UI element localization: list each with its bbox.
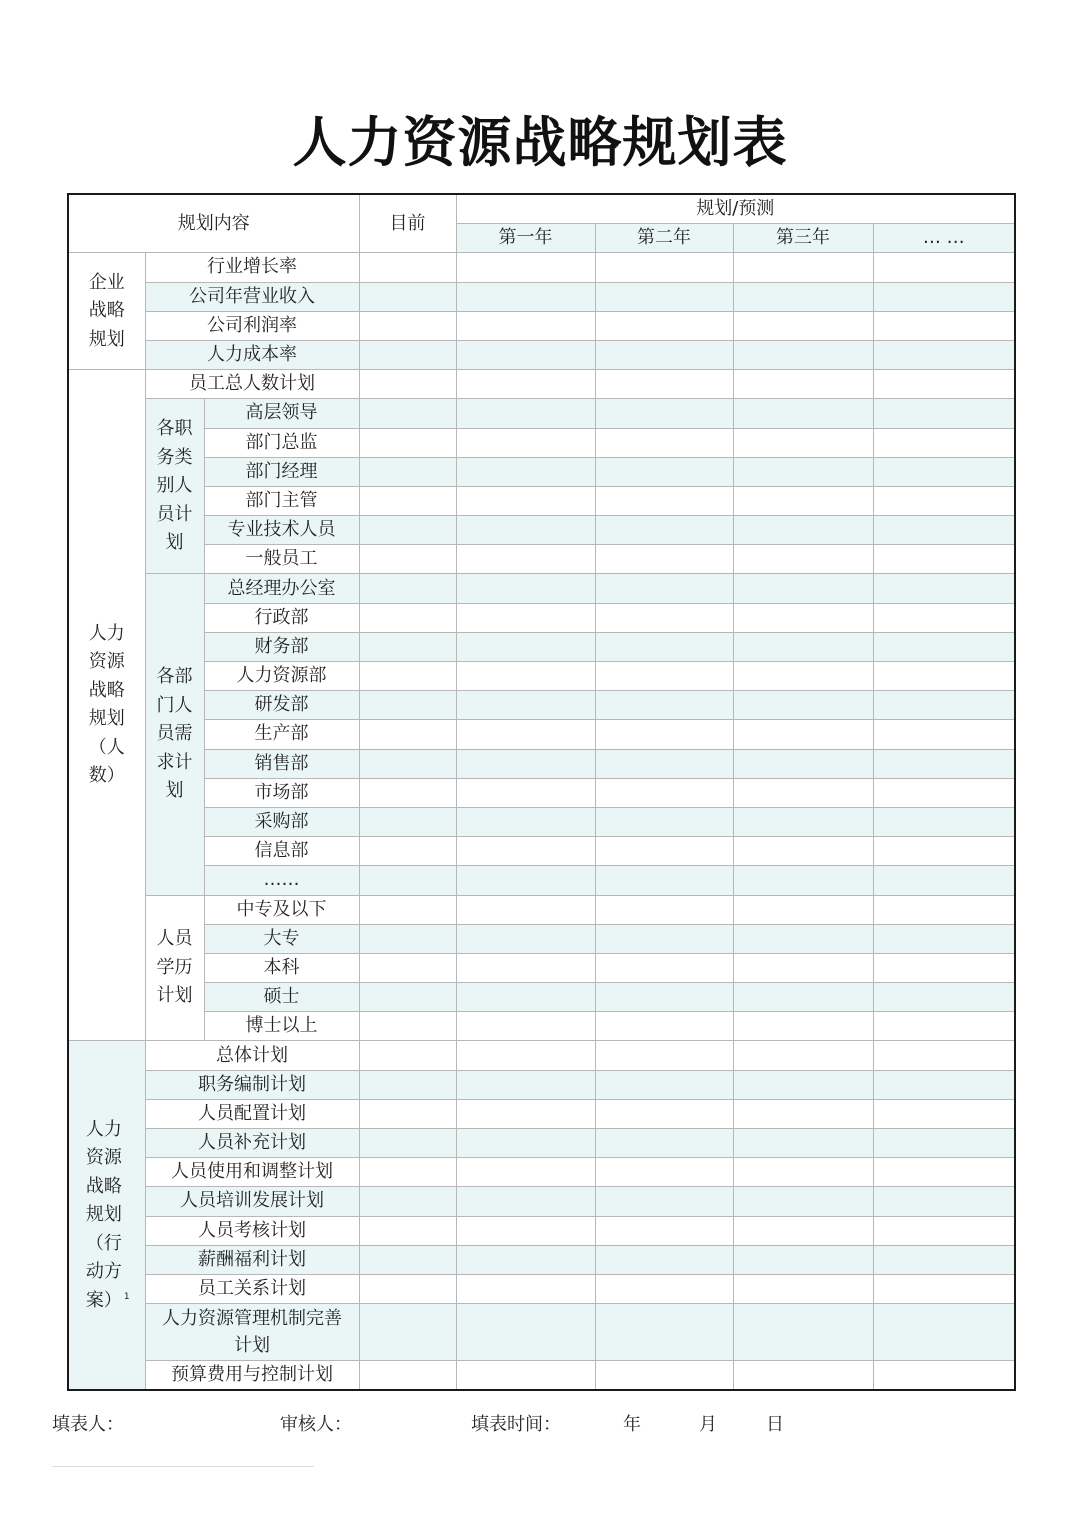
forecast-value-cell[interactable] [595,545,733,574]
row-label: 信息部 [204,837,359,866]
forecast-value-cell[interactable] [733,1070,873,1099]
current-value-cell[interactable] [359,632,456,661]
current-value-cell[interactable] [359,1070,456,1099]
current-value-cell[interactable] [359,516,456,545]
table-row [68,1041,1015,1070]
forecast-value-cell[interactable] [456,662,595,691]
section-hr-headcount-text: 人力资源战略规划（人数） [88,622,125,787]
row-label: 公司利润率 [145,311,359,340]
current-value-cell[interactable] [359,1012,456,1041]
table-row [68,983,1015,1012]
table-row [68,662,1015,691]
forecast-value-cell[interactable] [733,662,873,691]
forecast-value-cell[interactable] [733,486,873,515]
current-value-cell[interactable] [359,953,456,982]
forecast-value-cell[interactable] [595,253,733,282]
forecast-value-cell[interactable] [873,1099,1015,1128]
forecast-value-cell[interactable] [456,895,595,924]
forecast-value-cell[interactable] [595,924,733,953]
row-label: 预算费用与控制计划 [145,1361,359,1391]
footer-divider [52,1466,314,1467]
row-label: 总经理办公室 [204,574,359,603]
row-label: 行业增长率 [145,253,359,282]
table-row [68,428,1015,457]
current-value-cell[interactable] [359,895,456,924]
forecast-value-cell[interactable] [595,1129,733,1158]
forecast-value-cell[interactable] [595,807,733,836]
forecast-value-cell[interactable] [595,632,733,661]
row-label: 人员配置计划 [145,1099,359,1128]
row-label: 部门主管 [204,486,359,515]
forecast-value-cell[interactable] [595,749,733,778]
forecast-value-cell[interactable] [595,603,733,632]
row-label: 中专及以下 [204,895,359,924]
forecast-value-cell[interactable] [733,720,873,749]
forecast-value-cell[interactable] [595,953,733,982]
row-label: 生产部 [204,720,359,749]
forecast-value-cell[interactable] [873,1070,1015,1099]
footnote-marker: 1 [123,1291,130,1302]
forecast-value-cell[interactable] [733,895,873,924]
row-label: 人员培训发展计划 [145,1187,359,1216]
current-value-cell[interactable] [359,1361,456,1391]
forecast-value-cell[interactable] [733,837,873,866]
forecast-value-cell[interactable] [873,1187,1015,1216]
forecast-value-cell[interactable] [456,1274,595,1303]
forecast-value-cell[interactable] [733,1361,873,1391]
table-row [68,253,1015,282]
current-value-cell[interactable] [359,603,456,632]
forecast-value-cell[interactable] [456,603,595,632]
current-value-cell[interactable] [359,340,456,369]
row-label: …… [204,866,359,895]
forecast-value-cell[interactable] [595,428,733,457]
row-label: 研发部 [204,691,359,720]
row-label: 财务部 [204,632,359,661]
forecast-value-cell[interactable] [733,1012,873,1041]
forecast-value-cell[interactable] [873,545,1015,574]
current-value-cell[interactable] [359,253,456,282]
forecast-value-cell[interactable] [733,778,873,807]
current-value-cell[interactable] [359,662,456,691]
forecast-value-cell[interactable] [873,691,1015,720]
forecast-value-cell[interactable] [873,1041,1015,1070]
table-row [68,603,1015,632]
row-label: 销售部 [204,749,359,778]
forecast-value-cell[interactable] [873,924,1015,953]
current-value-cell[interactable] [359,1129,456,1158]
forecast-value-cell[interactable] [456,1361,595,1391]
current-value-cell[interactable] [359,545,456,574]
forecast-value-cell[interactable] [456,691,595,720]
table-row [68,399,1015,428]
header-year-more: … … [873,224,1015,253]
forecast-value-cell[interactable] [733,924,873,953]
forecast-value-cell[interactable] [595,399,733,428]
forecast-value-cell[interactable] [873,340,1015,369]
group-job-category-text: 各职务类别人员计划 [156,418,193,554]
current-value-cell[interactable] [359,983,456,1012]
forecast-value-cell[interactable] [873,749,1015,778]
forecast-value-cell[interactable] [873,1274,1015,1303]
forecast-value-cell[interactable] [456,720,595,749]
forecast-value-cell[interactable] [456,516,595,545]
row-label: 职务编制计划 [145,1070,359,1099]
row-label: 人力资源管理机制完善计划 [145,1304,359,1361]
forecast-value-cell[interactable] [456,574,595,603]
forecast-value-cell[interactable] [873,837,1015,866]
forecast-value-cell[interactable] [595,516,733,545]
table-row [68,632,1015,661]
section-hr-headcount [68,370,145,1041]
forecast-value-cell[interactable] [595,1041,733,1070]
forecast-value-cell[interactable] [456,1070,595,1099]
date-year: 年 [623,1414,641,1435]
section-hr-action-plan-text: 人力资源战略规划（行动方案） [85,1118,122,1311]
current-value-cell[interactable] [359,720,456,749]
table-row [68,486,1015,515]
forecast-value-cell[interactable] [456,1041,595,1070]
forecast-value-cell[interactable] [595,457,733,486]
hr-strategy-table [67,193,1016,1391]
forecast-value-cell[interactable] [873,311,1015,340]
table-row [68,1099,1015,1128]
header-year-1: 第一年 [456,224,595,253]
forecast-value-cell[interactable] [733,545,873,574]
current-value-cell[interactable] [359,924,456,953]
table-row [68,924,1015,953]
forecast-value-cell[interactable] [595,1070,733,1099]
forecast-value-cell[interactable] [456,807,595,836]
group-education-text: 人员学历计划 [156,928,193,1007]
table-row [68,1158,1015,1187]
forecast-value-cell[interactable] [733,632,873,661]
forecast-value-cell[interactable] [595,1158,733,1187]
current-value-cell[interactable] [359,749,456,778]
row-label: 人力资源部 [204,662,359,691]
row-label: 硕士 [204,983,359,1012]
forecast-value-cell[interactable] [595,574,733,603]
forecast-value-cell[interactable] [873,807,1015,836]
row-label: 采购部 [204,807,359,836]
current-value-cell[interactable] [359,1274,456,1303]
forecast-value-cell[interactable] [456,924,595,953]
forecast-value-cell[interactable] [456,399,595,428]
forecast-value-cell[interactable] [456,340,595,369]
table-row [68,282,1015,311]
forecast-value-cell[interactable] [733,370,873,399]
date-day: 日 [766,1414,784,1435]
forecast-value-cell[interactable] [456,1158,595,1187]
forecast-value-cell[interactable] [873,428,1015,457]
forecast-value-cell[interactable] [456,778,595,807]
forecast-value-cell[interactable] [456,1304,595,1361]
forecast-value-cell[interactable] [733,1129,873,1158]
forecast-value-cell[interactable] [873,399,1015,428]
current-value-cell[interactable] [359,282,456,311]
table-row [68,1216,1015,1245]
forecast-value-cell[interactable] [873,516,1015,545]
forecast-value-cell[interactable] [456,545,595,574]
table-row [68,1304,1015,1361]
forecast-value-cell[interactable] [733,399,873,428]
row-label: 员工关系计划 [145,1274,359,1303]
table-row [68,1245,1015,1274]
forecast-value-cell[interactable] [873,253,1015,282]
forecast-value-cell[interactable] [873,778,1015,807]
table-row [68,691,1015,720]
forecast-value-cell[interactable] [595,778,733,807]
forecast-value-cell[interactable] [873,1245,1015,1274]
current-value-cell[interactable] [359,1158,456,1187]
forecast-value-cell[interactable] [873,632,1015,661]
forecast-value-cell[interactable] [873,1304,1015,1361]
filler-label: 填表人： [52,1414,124,1435]
forecast-value-cell[interactable] [456,983,595,1012]
row-label: 本科 [204,953,359,982]
forecast-value-cell[interactable] [595,1304,733,1361]
row-label: 博士以上 [204,1012,359,1041]
forecast-value-cell[interactable] [733,953,873,982]
forecast-value-cell[interactable] [456,1099,595,1128]
forecast-value-cell[interactable] [456,632,595,661]
forecast-value-cell[interactable] [873,1012,1015,1041]
forecast-value-cell[interactable] [873,662,1015,691]
forecast-value-cell[interactable] [456,837,595,866]
table-row [68,895,1015,924]
forecast-value-cell[interactable] [733,1274,873,1303]
row-label: 一般员工 [204,545,359,574]
row-label: 专业技术人员 [204,516,359,545]
header-forecast: 规划/预测 [456,194,1015,224]
forecast-value-cell[interactable] [873,895,1015,924]
forecast-value-cell[interactable] [733,253,873,282]
forecast-value-cell[interactable] [873,282,1015,311]
current-value-cell[interactable] [359,399,456,428]
section-hr-action-plan [68,1041,145,1390]
forecast-value-cell[interactable] [873,1158,1015,1187]
row-label: 大专 [204,924,359,953]
forecast-value-cell[interactable] [595,1245,733,1274]
forecast-value-cell[interactable] [595,311,733,340]
current-value-cell[interactable] [359,457,456,486]
current-value-cell[interactable] [359,837,456,866]
forecast-value-cell[interactable] [733,311,873,340]
row-label: 行政部 [204,603,359,632]
row-label: 人员考核计划 [145,1216,359,1245]
current-value-cell[interactable] [359,1216,456,1245]
current-value-cell[interactable] [359,574,456,603]
date-month: 月 [699,1414,717,1435]
forecast-value-cell[interactable] [595,1361,733,1391]
forecast-value-cell[interactable] [733,603,873,632]
current-value-cell[interactable] [359,691,456,720]
row-label: 人力成本率 [145,340,359,369]
table-row [68,457,1015,486]
forecast-value-cell[interactable] [595,1274,733,1303]
forecast-value-cell[interactable] [456,953,595,982]
forecast-value-cell[interactable] [873,603,1015,632]
forecast-value-cell[interactable] [733,983,873,1012]
table-row [68,574,1015,603]
table-row [68,370,1015,399]
date-label: 填表时间： [471,1414,561,1435]
forecast-value-cell[interactable] [733,1245,873,1274]
table-row [68,720,1015,749]
table-row [68,1187,1015,1216]
forecast-value-cell[interactable] [595,340,733,369]
forecast-value-cell[interactable] [456,486,595,515]
table-row [68,1274,1015,1303]
row-label: 高层领导 [204,399,359,428]
forecast-value-cell[interactable] [456,866,595,895]
row-label: 员工总人数计划 [145,370,359,399]
forecast-value-cell[interactable] [873,1216,1015,1245]
group-job-category [145,399,204,574]
current-value-cell[interactable] [359,1245,456,1274]
footer [0,1410,1080,1440]
table-row [68,340,1015,369]
page-title: 人力资源战略规划表 [292,111,788,174]
forecast-value-cell[interactable] [456,1012,595,1041]
forecast-value-cell[interactable] [733,866,873,895]
forecast-value-cell[interactable] [873,574,1015,603]
forecast-value-cell[interactable] [595,720,733,749]
forecast-value-cell[interactable] [733,574,873,603]
forecast-value-cell[interactable] [595,1012,733,1041]
row-label: 部门总监 [204,428,359,457]
current-value-cell[interactable] [359,778,456,807]
forecast-value-cell[interactable] [595,1187,733,1216]
current-value-cell[interactable] [359,370,456,399]
row-label: 市场部 [204,778,359,807]
group-department [145,574,204,895]
forecast-value-cell[interactable] [873,983,1015,1012]
forecast-value-cell[interactable] [873,370,1015,399]
forecast-value-cell[interactable] [733,1304,873,1361]
forecast-value-cell[interactable] [456,311,595,340]
forecast-value-cell[interactable] [873,720,1015,749]
forecast-value-cell[interactable] [873,866,1015,895]
forecast-value-cell[interactable] [595,1216,733,1245]
forecast-value-cell[interactable] [873,1129,1015,1158]
table-row [68,749,1015,778]
forecast-value-cell[interactable] [595,895,733,924]
forecast-value-cell[interactable] [733,749,873,778]
forecast-value-cell[interactable] [733,1158,873,1187]
table-row [68,1012,1015,1041]
table-row [68,866,1015,895]
forecast-value-cell[interactable] [733,807,873,836]
current-value-cell[interactable] [359,1304,456,1361]
forecast-value-cell[interactable] [733,1099,873,1128]
forecast-value-cell[interactable] [595,370,733,399]
table-row [68,545,1015,574]
table-row [68,516,1015,545]
forecast-value-cell[interactable] [733,1041,873,1070]
forecast-value-cell[interactable] [595,282,733,311]
current-value-cell[interactable] [359,428,456,457]
forecast-value-cell[interactable] [456,1187,595,1216]
forecast-value-cell[interactable] [595,866,733,895]
table-row [68,837,1015,866]
forecast-value-cell[interactable] [733,516,873,545]
forecast-value-cell[interactable] [595,486,733,515]
table-row [68,311,1015,340]
forecast-value-cell[interactable] [456,253,595,282]
current-value-cell[interactable] [359,1041,456,1070]
table-row [68,1070,1015,1099]
row-label: 薪酬福利计划 [145,1245,359,1274]
section-enterprise-strategy [68,253,145,370]
current-value-cell[interactable] [359,311,456,340]
current-value-cell[interactable] [359,807,456,836]
header-current: 目前 [359,194,456,253]
forecast-value-cell[interactable] [456,1129,595,1158]
table-row [68,778,1015,807]
current-value-cell[interactable] [359,866,456,895]
forecast-value-cell[interactable] [733,428,873,457]
forecast-value-cell[interactable] [733,457,873,486]
forecast-value-cell[interactable] [456,1216,595,1245]
forecast-value-cell[interactable] [873,1361,1015,1391]
forecast-value-cell[interactable] [456,457,595,486]
forecast-value-cell[interactable] [456,428,595,457]
reviewer-label: 审核人： [280,1414,352,1435]
table-row [68,953,1015,982]
forecast-value-cell[interactable] [595,983,733,1012]
header-year-3: 第三年 [733,224,873,253]
forecast-value-cell[interactable] [456,749,595,778]
forecast-value-cell[interactable] [456,282,595,311]
forecast-value-cell[interactable] [456,1245,595,1274]
forecast-value-cell[interactable] [733,691,873,720]
forecast-value-cell[interactable] [873,953,1015,982]
table-row [68,1129,1015,1158]
current-value-cell[interactable] [359,1187,456,1216]
forecast-value-cell[interactable] [595,662,733,691]
row-label: 人员使用和调整计划 [145,1158,359,1187]
header-content: 规划内容 [68,194,359,253]
forecast-value-cell[interactable] [456,370,595,399]
table-row [68,807,1015,836]
row-label: 总体计划 [145,1041,359,1070]
row-label: 部门经理 [204,457,359,486]
forecast-value-cell[interactable] [595,1099,733,1128]
forecast-value-cell[interactable] [733,1187,873,1216]
forecast-value-cell[interactable] [733,282,873,311]
forecast-value-cell[interactable] [873,486,1015,515]
group-education [145,895,204,1041]
table-row [68,1361,1015,1391]
forecast-value-cell[interactable] [733,340,873,369]
header-year-2: 第二年 [595,224,733,253]
forecast-value-cell[interactable] [595,837,733,866]
section-enterprise-strategy-text: 企业战略规划 [88,271,125,350]
forecast-value-cell[interactable] [733,1216,873,1245]
current-value-cell[interactable] [359,486,456,515]
current-value-cell[interactable] [359,1099,456,1128]
row-label: 人员补充计划 [145,1129,359,1158]
forecast-value-cell[interactable] [873,457,1015,486]
row-label: 公司年营业收入 [145,282,359,311]
forecast-value-cell[interactable] [595,691,733,720]
group-department-text: 各部门人员需求计划 [156,666,193,802]
